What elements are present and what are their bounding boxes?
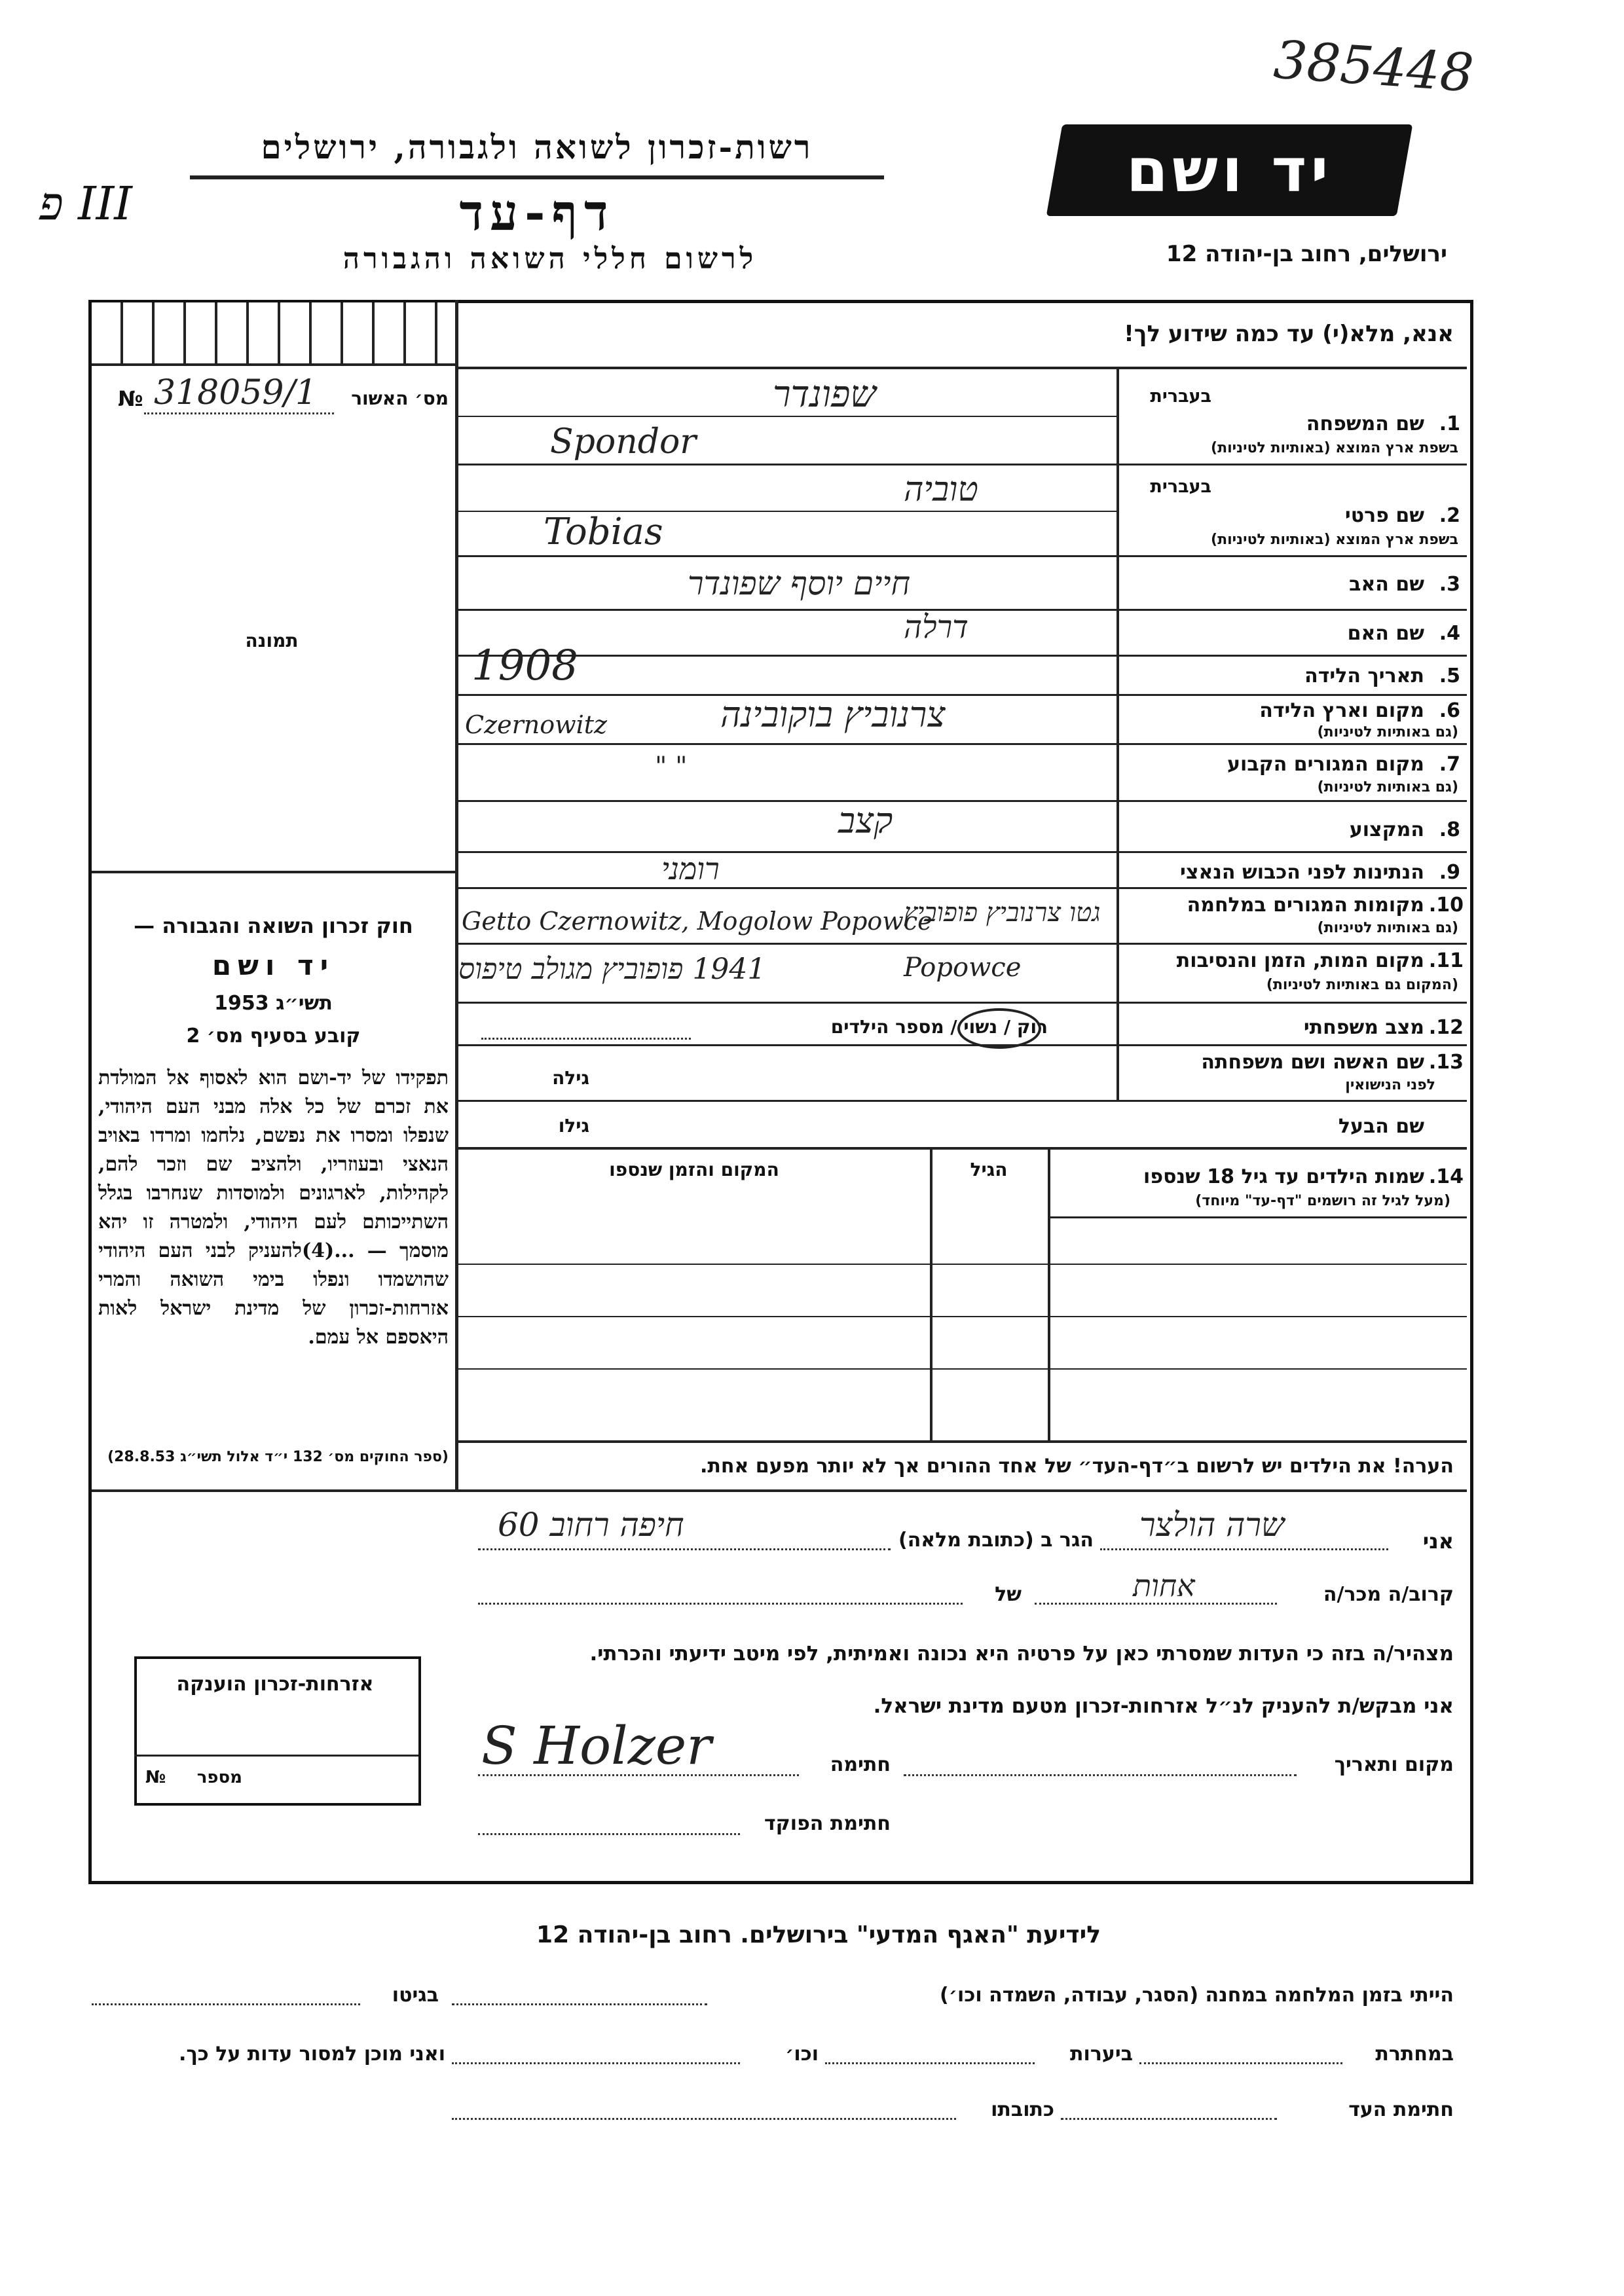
bottom-ready: ואני מוכן למסור עדות על כך.	[179, 2043, 445, 2066]
children-sub: (מעל לגיל זה רושמים "דף-עד" מיוחד)	[1195, 1193, 1450, 1209]
children-row-1	[458, 1264, 1467, 1265]
law-body: תפקידו של יד-ושם הוא לאסוף אל המולדת את זכרם של כל אלה מבני העם היהודי, שנפלו ומסרו את נפשם, נלחמו ומרדו באויב הנאצי ובעוזריו, ולהציב שם וזכר להם, לקהילות, לארגונים ולמוסדות שנחרבו בגלל השתייכותם לעם היהודי, ולמטרה זו יהא מוסמך — ...(4)להעניק לבני העם היהודי שהושמדו ונפלו בימי השואה והמרי אזרחות-זכרון של מדינת ישראל לאות היאספם אל עמם.	[98, 1066, 449, 1349]
approval-number-line	[144, 412, 334, 414]
row-sep-10	[458, 943, 1467, 945]
field-7-value: " "	[655, 752, 688, 782]
bottom-line1: הייתי בזמן המלחמה במחנה (הסגר, עבודה, השמדה וכו׳)	[940, 1984, 1454, 2007]
field-1-num: 1.	[1439, 412, 1460, 435]
row-sep-1a	[458, 416, 1116, 417]
grant-number-label: מספר	[196, 1768, 242, 1787]
row-sep-12	[458, 1044, 1467, 1046]
row-sep-9	[458, 887, 1467, 889]
archive-number: 385448	[1272, 29, 1476, 104]
field-11-value: 1941 פופוביץ מגולב טיפוס	[458, 953, 766, 986]
approval-number-sign: №	[118, 386, 143, 411]
witness-address-value: חיפה רחוב 60	[498, 1506, 684, 1544]
field-2-value-he: טוביה	[904, 470, 978, 509]
note-text: הערה! את הילדים יש לרשום ב״דף-העד״ של אחד ההורים אך לא יותר מפעם אחת.	[700, 1455, 1454, 1478]
witness-place-date: מקום ותאריך	[1334, 1753, 1454, 1776]
children-row-2	[458, 1316, 1467, 1317]
bottom-camp-line	[452, 2003, 707, 2005]
law-box-top	[92, 871, 455, 873]
field-6-sub: (גם באותיות לטיניות)	[1317, 724, 1458, 740]
logo-text: יד ושם	[1126, 135, 1333, 206]
children-row-3	[458, 1368, 1467, 1370]
field-2-value-lat: Tobias	[544, 511, 663, 553]
husband-age-label: גילו	[558, 1115, 589, 1137]
bottom-etc: וכו׳	[785, 2043, 819, 2066]
field-10-sub: (גם באותיות לטיניות)	[1317, 920, 1458, 936]
field-11-value-lat: Popowce	[904, 953, 1022, 983]
field-9-label: הנתינות לפני הכבוש הנאצי	[1180, 861, 1424, 884]
witness-resides: הגר ב (כתובת מלאה)	[898, 1529, 1094, 1552]
row-sep-5	[458, 694, 1467, 696]
witness-shel: של	[995, 1583, 1022, 1606]
field-4-num: 4.	[1439, 622, 1460, 645]
law-year: תשי״ג 1953	[214, 992, 333, 1015]
field-11-num: 11.	[1428, 949, 1464, 972]
field-7-num: 7.	[1439, 753, 1460, 776]
bottom-witness-sig-line	[1061, 2118, 1277, 2120]
row-sep-6	[458, 743, 1467, 745]
children-col-divider-2	[930, 1147, 932, 1442]
field-8-label: המקצוע	[1349, 818, 1424, 841]
bottom-ghetto: בגיטו	[392, 1984, 439, 2007]
bottom-forests: ביערות	[1070, 2043, 1133, 2066]
left-col-bottom	[92, 1489, 458, 1492]
children-num: 14.	[1428, 1165, 1464, 1188]
field-12-children-line	[481, 1038, 691, 1040]
field-13-sub: לפני הנישואין	[1345, 1077, 1435, 1093]
witness-declare: מצהיר/ה בזה כי העדות שמסרתי כאן על פרטיה היא נכונה ואמיתית, לפי מיטב ידיעתי והכרתי.	[589, 1642, 1454, 1666]
field-12-circle-single	[957, 1008, 1041, 1049]
field-8-num: 8.	[1439, 818, 1460, 841]
witness-signature-value: S Holzer	[481, 1715, 712, 1776]
form-title: דף-עד	[459, 183, 615, 242]
note-bottom	[458, 1489, 1467, 1492]
witness-relative: קרוב/ה מכר/ה	[1323, 1583, 1454, 1606]
photo-label: תמונה	[245, 630, 299, 651]
field-12-label: מצב משפחתי	[1303, 1016, 1424, 1039]
approval-number-value: 318059/1	[154, 373, 318, 412]
field-5-value: 1908	[471, 642, 578, 690]
field-2-hebrew-tag: בעברית	[1150, 477, 1211, 497]
row-sep-13	[458, 1100, 1467, 1102]
field-11-sub: (המקום גם באותיות לטיניות)	[1266, 977, 1458, 993]
row-sep-11	[458, 1002, 1467, 1004]
field-7-sub: (גם באותיות לטיניות)	[1317, 779, 1458, 795]
row-sep-1	[458, 464, 1467, 465]
field-3-num: 3.	[1439, 573, 1460, 596]
children-col-place: המקום והזמן שנספו	[609, 1159, 779, 1180]
field-4-value: דרלה	[904, 609, 969, 646]
law-clause: קובע בסעיף מס׳ 2	[186, 1025, 361, 1048]
witness-address-line	[478, 1548, 891, 1550]
grant-title: אזרחות-זכרון הוענקה	[176, 1673, 374, 1696]
left-column-divider	[455, 300, 458, 1491]
bottom-witness-sig: חתימת העד	[1348, 2098, 1454, 2121]
field-1-value-lat: Spondor	[550, 422, 697, 462]
row-sep-8	[458, 851, 1467, 853]
field-13-age-label: גילה	[552, 1067, 589, 1089]
field-6-value-lat: Czernowitz	[465, 710, 608, 739]
bottom-ghetto-line	[92, 2003, 360, 2005]
law-citation: (ספר החוקים מס׳ 132 י״ד אלול תשי״ג 28.8.53)	[107, 1449, 449, 1465]
field-1-label: שם המשפחה	[1306, 412, 1424, 435]
field-8-value: קצב	[838, 800, 893, 841]
field-6-value: צרנוביץ בוקובינה	[720, 694, 946, 735]
field-2-sub: בשפת ארץ המוצא (באותיות לטיניות)	[1211, 532, 1458, 548]
witness-ani: אני	[1422, 1529, 1454, 1554]
field-9-value: רומני	[661, 851, 720, 886]
label-column-divider	[1116, 367, 1119, 1100]
field-1-hebrew-tag: בעברית	[1150, 386, 1211, 407]
address: ירושלים, רחוב בן-יהודה 12	[1166, 241, 1447, 267]
field-3-value: חיים יוסף שפונדר	[688, 564, 911, 602]
tick-boxes	[92, 302, 455, 365]
field-6-label: מקום וארץ הלידה	[1259, 699, 1424, 722]
husband-label: שם הבעל	[1338, 1115, 1424, 1138]
children-row-4	[458, 1440, 1467, 1443]
witness-place-date-line	[904, 1774, 1297, 1776]
intro-underline	[458, 367, 1467, 369]
bottom-etc-line	[452, 2062, 740, 2064]
field-12-options: רוק / נשוי / מספר הילדים	[830, 1016, 1048, 1038]
witness-request: אני מבקש/ת להעניק לנ״ל אזרחות-זכרון מטעם מדינת ישראל.	[873, 1694, 1454, 1718]
bottom-title: לידיעת "האגף המדעי" בירושלים. רחוב בן-יהודה 12	[536, 1922, 1101, 1948]
field-10-label: מקומות המגורים במלחמה	[1187, 894, 1424, 917]
field-10-value: גטו צרנוביץ פופוביץ	[904, 898, 1101, 928]
field-3-label: שם האב	[1349, 573, 1424, 596]
children-label: שמות הילדים עד גיל 18 שנספו	[1143, 1165, 1424, 1188]
field-13-label: שם האשה ושם משפחתה	[1201, 1051, 1424, 1074]
yad-vashem-logo	[1046, 124, 1413, 216]
officer-signature-line	[478, 1833, 740, 1835]
witness-signature-label: חתימה	[830, 1753, 891, 1776]
field-11-label: מקום המות, הזמן והנסיבות	[1176, 949, 1424, 972]
field-13-num: 13.	[1428, 1051, 1464, 1074]
authority-line: רשות-זכרון לשואה ולגבורה, ירושלים	[261, 128, 813, 166]
intro-text: אנא, מלא(י) עד כמה שידוע לך!	[1124, 321, 1454, 347]
approval-number-label: מס׳ האשור	[351, 388, 449, 409]
witness-shel-line	[478, 1603, 963, 1605]
row-sep-14	[458, 1147, 1467, 1150]
tick-boxes-bottom	[92, 363, 455, 366]
bottom-forests-line	[825, 2062, 1035, 2064]
field-2-label: שם פרטי	[1344, 504, 1424, 527]
form-subtitle: לרשום חללי השואה והגבורה	[342, 242, 758, 276]
field-10-num: 10.	[1428, 894, 1464, 917]
field-2-num: 2.	[1439, 504, 1460, 527]
bottom-underground-line	[1139, 2062, 1342, 2064]
grant-box-sep	[134, 1755, 418, 1757]
witness-name-value: שרה הולצר	[1139, 1506, 1285, 1544]
bottom-address: כתובתו	[991, 2098, 1054, 2121]
field-1-sub: בשפת ארץ המוצא (באותיות לטיניות)	[1211, 440, 1458, 456]
field-12-num: 12.	[1428, 1016, 1464, 1039]
children-col-divider-1	[1048, 1147, 1050, 1442]
law-name: יד ושם	[212, 949, 335, 981]
law-title: חוק זכרון השואה והגבורה —	[134, 913, 413, 938]
field-1-value-he: שפונדר	[773, 373, 876, 416]
witness-name-line	[1100, 1548, 1388, 1550]
bottom-underground: במחתרת	[1375, 2043, 1454, 2066]
bottom-address-line	[452, 2118, 956, 2120]
field-10-value-lat: Getto Czernowitz, Mogolow Popowce	[462, 907, 932, 936]
field-5-num: 5.	[1439, 665, 1460, 687]
field-4-label: שם האם	[1347, 622, 1424, 645]
grant-number-sign: №	[145, 1768, 166, 1787]
row-sep-4	[458, 655, 1467, 657]
row-sep-2	[458, 555, 1467, 557]
field-6-num: 6.	[1439, 699, 1460, 722]
margin-mark: פ III	[39, 177, 132, 230]
authority-underline	[190, 175, 884, 179]
field-7-label: מקום המגורים הקבוע	[1227, 753, 1424, 776]
children-col-age: הגיל	[970, 1159, 1008, 1180]
witness-relation-value: אחות	[1133, 1568, 1195, 1603]
field-9-num: 9.	[1439, 861, 1460, 884]
officer-signature-label: חתימת הפוקד	[764, 1812, 891, 1835]
children-header-sep	[1050, 1216, 1467, 1218]
field-5-label: תאריך הלידה	[1304, 665, 1424, 687]
row-sep-7	[458, 800, 1467, 802]
